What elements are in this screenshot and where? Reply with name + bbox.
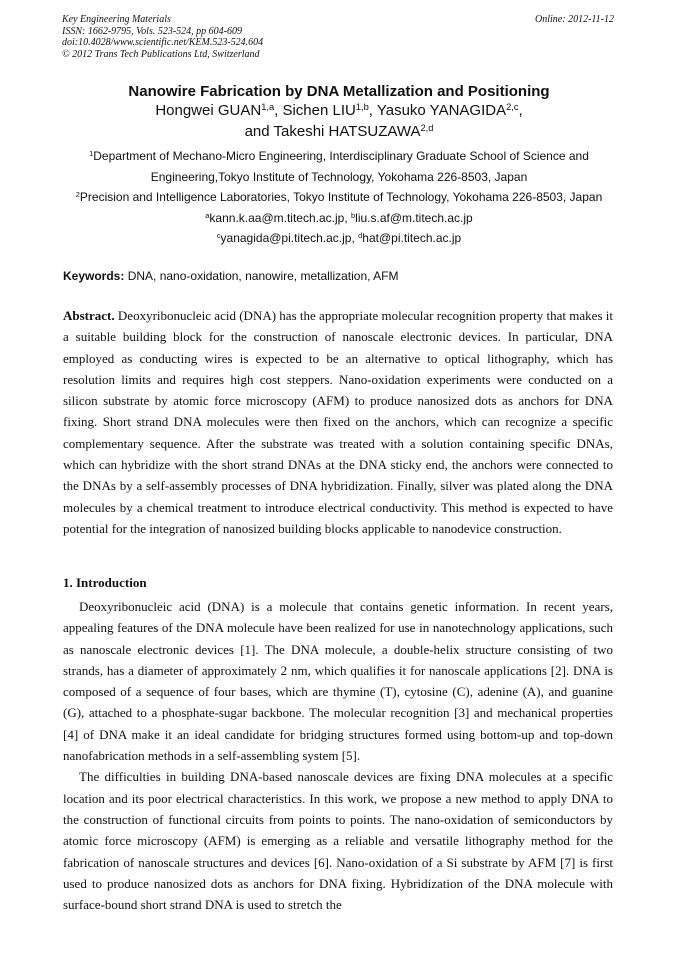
keywords [63,268,399,284]
email-address: hat@pi.titech.ac.jp [362,231,462,245]
author-list [40,100,638,142]
email-sup: b [351,210,356,220]
author-name: Takeshi HATSUZAWA [273,123,421,140]
author-line-2 [40,121,638,142]
author-affil-sup: 1,a [261,101,275,112]
affiliation-text: Precision and Intelligence Laboratories, Tokyo Institute of Technology, Yokohama 226-8503, Japan [79,190,603,204]
paragraph: The difficulties in building DNA-based nanoscale devices are fixing DNA molecules at a specific location and its poor electrical characteristics. In this work, we propose a new method to apply DNA to the construction of functional circuits from points to points. The nano-oxidation of semiconductors by atomic force microscopy (AFM) is emerging as a reliable and versatile lithography method for the fabrication of nanoscale structures and devices [6]. Nano-oxidation of a Si substrate by AFM [7] is first used to produce nanosized dots as anchors for DNA fixing. Hybridization of the DNA molecule with surface-bound short strand DNA is used to stretch the [63,769,613,913]
affiliation-1-line-2: Engineering,Tokyo Institute of Technology, Yokohama 226-8503, Japan [150,169,528,184]
email-address: yanagida@pi.titech.ac.jp, [220,231,359,245]
author-conjunction: and [244,123,274,140]
abstract-text: Deoxyribonucleic acid (DNA) has the appropriate molecular recognition property that makes it a suitable building block for the construction of nanoscale electronic devices. In particular, DNA employed as conducting wires is expected to be an alternative to optical lithography, which has resolution limits and requires high cost steppers. Nano-oxidation experiments were conducted on a silicon substrate by atomic force microscopy (AFM) to produce nanosized dots as anchors for DNA fixing. Short strand DNA molecules were then fixed on the anchors, which can recognize a specific complementary sequence. After the substrate was treated with a solution containing specific DNAs, which can hybridize with the short strand DNAs at the DNA sticky end, the anchors were connected to the DNAs by a self-assembly processes of DNA hybridization. Finally, silver was plated along the DNA molecules by a chemical treatment to introduce electrical conductivity. This method is expected to have potential for the integration of nanosized building blocks applicable to nanodevice construction. [63,308,613,536]
author-separator: , [274,102,283,119]
introduction-body [63,596,613,915]
affiliation-number: 2 [75,189,80,199]
email-sup: d [358,230,363,240]
author-name: Yasuko YANAGIDA [376,102,507,119]
keywords-label: Keywords: [63,269,125,283]
email-sup: c [216,230,221,240]
affiliation-text: Department of Mechano-Micro Engineering, Interdisciplinary Graduate School of Science and [93,149,589,163]
paragraph: Deoxyribonucleic acid (DNA) is a molecule that contains genetic information. In recent years, appealing features of the DNA molecule have been realized for use in nanotechnology applications, such as nanoscale electronic devices [1]. The DNA molecule, a double-helix structure consisting of two strands, has a diameter of approximately 2 nm, which qualifies it for nanoscale applications [2]. DNA is composed of a sequence of four bases, which are thymine (T), cytosine (C), adenine (A), and guanine (G), attached to a phosphate-sugar backbone. The molecular recognition [3] and mechanical properties [4] of DNA make it an ideal candidate for bridging structures formed using bottom-up and top-down nanofabrication methods in a self-assembling system [5]. [63,599,613,764]
author-separator: , [368,102,377,119]
keywords-text: DNA, nano-oxidation, nanowire, metallization, AFM [124,269,399,283]
issn-line: ISSN: 1662-9795, Vols. 523-524, pp 604-609 [62,25,242,37]
author-separator: , [518,102,523,119]
email-address: kann.k.aa@m.titech.ac.jp, [209,210,352,225]
journal-header [62,14,618,60]
email-sup: a [205,210,210,220]
author-name: Sichen LIU [282,102,356,119]
paper-title: Nanowire Fabrication by DNA Metallization and Positioning [128,83,550,100]
author-affil-sup: 2,c [506,101,519,112]
affiliation-number: 1 [89,148,94,158]
doi-line: doi:10.4028/www.scientific.net/KEM.523-524.604 [62,37,264,48]
author-name: Hongwei GUAN [155,102,262,119]
journal-name: Key Engineering Materials [62,14,171,25]
email-line-1 [40,208,638,229]
author-line-1 [40,100,638,121]
affiliations [40,146,638,249]
author-affil-sup: 1,b [355,101,369,112]
abstract-label: Abstract. [63,308,115,323]
abstract [63,305,613,539]
section-heading-introduction: 1. Introduction [63,575,147,590]
affiliation-1-line-1 [40,146,638,167]
online-date: Online: 2012-11-12 [535,14,614,25]
affiliation-2 [40,187,638,208]
email-address: liu.s.af@m.titech.ac.jp [355,210,473,225]
copyright-line: © 2012 Trans Tech Publications Ltd, Switzerland [62,48,260,60]
email-line-2 [40,228,638,249]
author-affil-sup: 2,d [420,122,434,133]
